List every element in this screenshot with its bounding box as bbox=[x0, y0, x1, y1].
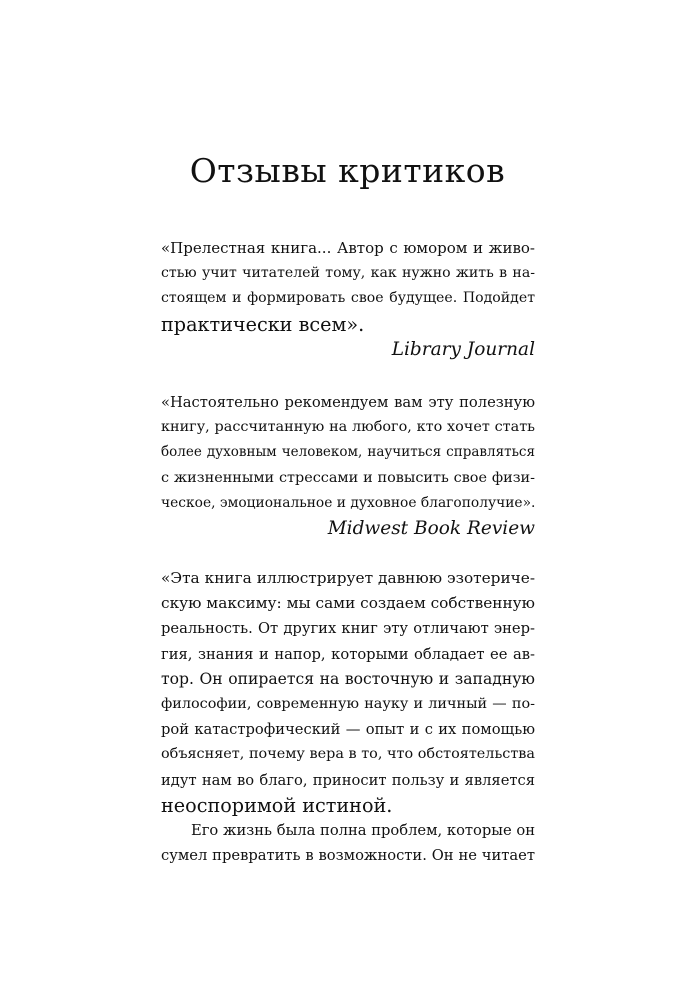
review-line: с жизненными стрессами и повысить свое физи- bbox=[161, 469, 535, 486]
review-line: ческое, эмоциональное и духовное благополучие». bbox=[161, 494, 536, 511]
review-line: гия, знания и напор, которыми обладает ее ав- bbox=[161, 645, 535, 663]
review-line: «Прелестная книга... Автор с юмором и живо- bbox=[161, 239, 535, 257]
review-line: стоящем и формировать свое будущее. Подойдет bbox=[161, 290, 535, 307]
review-line: реальность. От других книг эту отличают энер- bbox=[161, 620, 535, 638]
review-line: идут нам во благо, приносит пользу и является bbox=[161, 771, 535, 789]
review-line: рой катастрофический — опыт и с их помощью bbox=[161, 721, 535, 739]
review-line: «Эта книга иллюстрирует давнюю эзотериче- bbox=[161, 569, 535, 587]
review-line: тор. Он опирается на восточную и западную bbox=[161, 669, 535, 688]
page-title: Отзывы критиков bbox=[189, 151, 506, 190]
review-line: сумел превратить в возможности. Он не читает bbox=[161, 847, 535, 865]
review-line: объясняет, почему вера в то, что обстоятельства bbox=[161, 746, 535, 763]
review-line: Его жизнь была полна проблем, которые он bbox=[191, 821, 535, 839]
review-source: Midwest Book Review bbox=[327, 517, 535, 539]
review-line: неоспоримой истиной. bbox=[161, 793, 393, 817]
review-line: книгу, рассчитанную на любого, кто хочет стать bbox=[161, 419, 535, 436]
review-line: стью учит читателей тому, как нужно жить в на- bbox=[161, 265, 535, 282]
review-source: Library Journal bbox=[391, 338, 535, 360]
review-esoteric bbox=[161, 566, 535, 868]
review-line: практически всем». bbox=[161, 312, 365, 336]
review-line: скую максиму: мы сами создаем собственную bbox=[161, 594, 536, 613]
review-line: «Настоятельно рекомендуем вам эту полезную bbox=[161, 394, 535, 411]
review-library-journal bbox=[161, 236, 535, 362]
review-line: философии, современную науку и личный — по- bbox=[161, 695, 535, 712]
review-line: более духовным человеком, научиться справляться bbox=[161, 444, 535, 461]
review-midwest-book-review bbox=[161, 390, 535, 541]
